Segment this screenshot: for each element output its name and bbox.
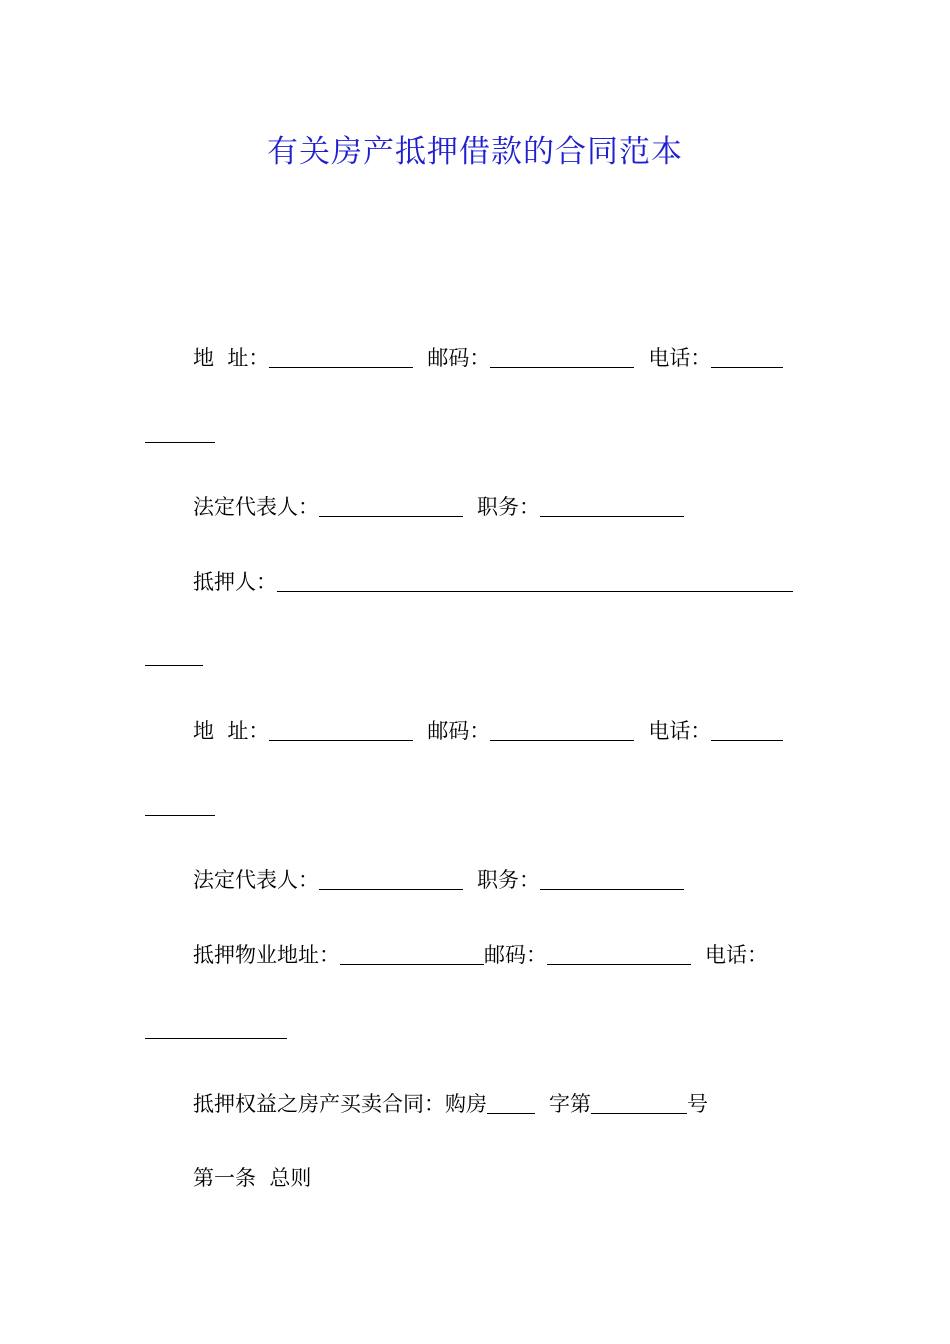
postcode-label: 邮码： [484,943,547,967]
postcode-label: 邮码： [427,719,491,743]
position-blank[interactable] [540,494,684,517]
mortgagor-continuation [145,641,203,671]
party2-phone-continuation [145,791,215,821]
position-blank[interactable] [540,867,684,890]
position-label: 职务： [477,495,540,519]
phone-blank-continued[interactable] [145,793,215,816]
mortgagor-row [193,567,793,597]
contract-row [193,1089,708,1119]
address-label: 地 址： [193,719,270,743]
contract-label: 抵押权益之房产买卖合同：购房 [193,1092,487,1116]
party1-legal-rep-row [193,492,684,522]
phone-blank[interactable] [711,345,783,368]
document-title: 有关房产抵押借款的合同范本 [267,134,683,170]
party2-legal-rep-row [193,865,684,895]
contract-number-blank[interactable] [591,1091,687,1114]
property-phone-continuation [145,1014,287,1044]
article-one-heading [193,1163,311,1193]
number-suffix-label: 号 [687,1092,708,1116]
property-address-label: 抵押物业地址： [193,943,340,967]
phone-blank[interactable] [711,718,783,741]
phone-blank-continued[interactable] [145,1016,287,1039]
property-address-blank[interactable] [340,942,484,965]
address-blank[interactable] [269,345,413,368]
party2-address-row [193,716,783,746]
postcode-label: 邮码： [427,346,491,370]
party1-phone-continuation [145,418,215,448]
postcode-blank[interactable] [547,942,691,965]
legal-rep-label: 法定代表人： [193,868,319,892]
mortgagor-label: 抵押人： [193,570,277,594]
legal-rep-blank[interactable] [319,867,463,890]
phone-blank-continued[interactable] [145,420,215,443]
legal-rep-blank[interactable] [319,494,463,517]
postcode-blank[interactable] [490,345,634,368]
mortgagor-blank[interactable] [277,569,793,592]
legal-rep-label: 法定代表人： [193,495,319,519]
contract-prefix-blank[interactable] [487,1091,535,1114]
postcode-blank[interactable] [490,718,634,741]
phone-label: 电话： [705,943,768,967]
position-label: 职务： [477,868,540,892]
address-label: 地 址： [193,346,270,370]
char-no-label: 字第 [549,1092,591,1116]
phone-label: 电话： [648,719,712,743]
mortgagor-blank-continued[interactable] [145,643,203,666]
party1-address-row [193,343,783,373]
address-blank[interactable] [269,718,413,741]
phone-label: 电话： [648,346,712,370]
article-one-label: 第一条 总则 [193,1166,312,1190]
property-address-row [193,940,768,970]
